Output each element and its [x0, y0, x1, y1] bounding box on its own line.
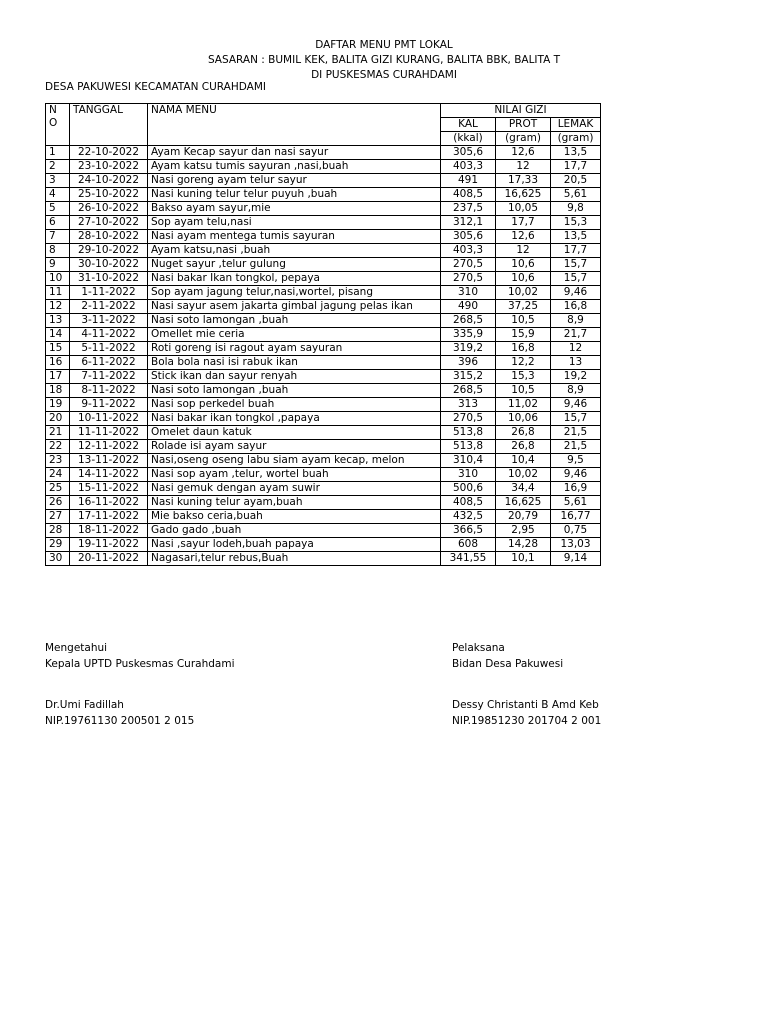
cell-lemak: 0,75	[551, 524, 601, 538]
cell-menu: Roti goreng isi ragout ayam sayuran	[148, 342, 441, 356]
cell-no: 21	[46, 426, 70, 440]
cell-tanggal: 30-10-2022	[70, 258, 148, 272]
cell-prot: 12,6	[496, 146, 551, 160]
signature-right-name-block	[452, 697, 601, 729]
cell-menu: Ayam katsu tumis sayuran ,nasi,buah	[148, 160, 441, 174]
menu-table	[45, 103, 601, 566]
cell-no: 24	[46, 468, 70, 482]
cell-no: 13	[46, 314, 70, 328]
cell-kal: 513,8	[441, 426, 496, 440]
cell-lemak: 15,7	[551, 272, 601, 286]
cell-kal: 341,55	[441, 552, 496, 566]
signature-left-name: Dr.Umi Fadillah	[45, 699, 124, 711]
cell-menu: Nasi,oseng oseng labu siam ayam kecap, melon	[148, 454, 441, 468]
cell-tanggal: 26-10-2022	[70, 202, 148, 216]
cell-lemak: 9,46	[551, 398, 601, 412]
table-row	[46, 412, 601, 426]
cell-lemak: 16,9	[551, 482, 601, 496]
table-row	[46, 370, 601, 384]
cell-lemak: 8,9	[551, 384, 601, 398]
cell-prot: 17,33	[496, 174, 551, 188]
header-tanggal: TANGGAL	[70, 104, 148, 146]
document-title: DAFTAR MENU PMT LOKAL	[315, 39, 453, 51]
cell-prot: 16,625	[496, 496, 551, 510]
cell-lemak: 19,2	[551, 370, 601, 384]
cell-tanggal: 17-11-2022	[70, 510, 148, 524]
cell-kal: 268,5	[441, 314, 496, 328]
cell-prot: 10,6	[496, 258, 551, 272]
table-row	[46, 314, 601, 328]
cell-kal: 319,2	[441, 342, 496, 356]
cell-tanggal: 16-11-2022	[70, 496, 148, 510]
cell-lemak: 17,7	[551, 160, 601, 174]
table-row	[46, 174, 601, 188]
cell-lemak: 13,5	[551, 146, 601, 160]
cell-no: 20	[46, 412, 70, 426]
cell-no: 22	[46, 440, 70, 454]
cell-prot: 16,8	[496, 342, 551, 356]
cell-prot: 14,28	[496, 538, 551, 552]
cell-menu: Omelet daun katuk	[148, 426, 441, 440]
table-header-row	[46, 104, 601, 118]
cell-tanggal: 24-10-2022	[70, 174, 148, 188]
cell-kal: 305,6	[441, 230, 496, 244]
cell-prot: 10,6	[496, 272, 551, 286]
table-row	[46, 454, 601, 468]
cell-lemak: 9,46	[551, 286, 601, 300]
cell-kal: 408,5	[441, 496, 496, 510]
cell-menu: Mie bakso ceria,buah	[148, 510, 441, 524]
cell-menu: Gado gado ,buah	[148, 524, 441, 538]
table-row	[46, 496, 601, 510]
cell-kal: 403,3	[441, 160, 496, 174]
cell-prot: 12	[496, 244, 551, 258]
cell-kal: 305,6	[441, 146, 496, 160]
cell-tanggal: 14-11-2022	[70, 468, 148, 482]
cell-no: 23	[46, 454, 70, 468]
cell-tanggal: 19-11-2022	[70, 538, 148, 552]
cell-kal: 313	[441, 398, 496, 412]
cell-lemak: 13	[551, 356, 601, 370]
cell-no: 12	[46, 300, 70, 314]
table-row	[46, 300, 601, 314]
cell-no: 18	[46, 384, 70, 398]
cell-menu: Nasi sop perkedel buah	[148, 398, 441, 412]
cell-lemak: 17,7	[551, 244, 601, 258]
cell-lemak: 13,03	[551, 538, 601, 552]
header-kal-unit: (kkal)	[441, 132, 496, 146]
table-row	[46, 440, 601, 454]
cell-kal: 408,5	[441, 188, 496, 202]
cell-kal: 513,8	[441, 440, 496, 454]
header-lemak-unit: (gram)	[551, 132, 601, 146]
cell-no: 26	[46, 496, 70, 510]
header-no-line1: N	[49, 104, 57, 116]
header-prot: PROT	[496, 118, 551, 132]
cell-tanggal: 11-11-2022	[70, 426, 148, 440]
cell-lemak: 15,7	[551, 412, 601, 426]
cell-lemak: 21,5	[551, 426, 601, 440]
cell-menu: Nasi kuning telur telur puyuh ,buah	[148, 188, 441, 202]
cell-lemak: 21,5	[551, 440, 601, 454]
table-row	[46, 468, 601, 482]
table-row	[46, 482, 601, 496]
cell-menu: Sop ayam jagung telur,nasi,wortel, pisang	[148, 286, 441, 300]
header-no-line2: O	[49, 117, 58, 129]
cell-kal: 491	[441, 174, 496, 188]
cell-tanggal: 7-11-2022	[70, 370, 148, 384]
header-no	[46, 104, 70, 146]
cell-lemak: 9,46	[551, 468, 601, 482]
cell-tanggal: 25-10-2022	[70, 188, 148, 202]
document-header	[0, 38, 768, 83]
cell-tanggal: 22-10-2022	[70, 146, 148, 160]
cell-prot: 26,8	[496, 426, 551, 440]
cell-no: 4	[46, 188, 70, 202]
cell-prot: 10,4	[496, 454, 551, 468]
cell-no: 28	[46, 524, 70, 538]
cell-kal: 312,1	[441, 216, 496, 230]
cell-menu: Nasi soto lamongan ,buah	[148, 314, 441, 328]
document-lokasi: DI PUSKESMAS CURAHDAMI	[311, 69, 457, 81]
table-row	[46, 258, 601, 272]
cell-prot: 26,8	[496, 440, 551, 454]
cell-kal: 315,2	[441, 370, 496, 384]
table-row	[46, 230, 601, 244]
cell-lemak: 9,5	[551, 454, 601, 468]
cell-prot: 10,1	[496, 552, 551, 566]
cell-prot: 11,02	[496, 398, 551, 412]
cell-menu: Omellet mie ceria	[148, 328, 441, 342]
cell-lemak: 15,7	[551, 258, 601, 272]
cell-no: 19	[46, 398, 70, 412]
cell-tanggal: 29-10-2022	[70, 244, 148, 258]
signature-left-name-block	[45, 697, 194, 729]
table-row	[46, 384, 601, 398]
cell-kal: 335,9	[441, 328, 496, 342]
cell-no: 30	[46, 552, 70, 566]
table-row	[46, 286, 601, 300]
table-row	[46, 552, 601, 566]
cell-menu: Rolade isi ayam sayur	[148, 440, 441, 454]
cell-lemak: 5,61	[551, 496, 601, 510]
cell-lemak: 15,3	[551, 216, 601, 230]
cell-no: 5	[46, 202, 70, 216]
cell-menu: Nasi kuning telur ayam,buah	[148, 496, 441, 510]
cell-lemak: 20,5	[551, 174, 601, 188]
cell-kal: 403,3	[441, 244, 496, 258]
cell-prot: 10,5	[496, 384, 551, 398]
cell-lemak: 12	[551, 342, 601, 356]
table-row	[46, 146, 601, 160]
cell-menu: Nasi ayam mentega tumis sayuran	[148, 230, 441, 244]
table-row	[46, 216, 601, 230]
table-row	[46, 202, 601, 216]
cell-menu: Nagasari,telur rebus,Buah	[148, 552, 441, 566]
cell-no: 25	[46, 482, 70, 496]
cell-prot: 20,79	[496, 510, 551, 524]
cell-tanggal: 31-10-2022	[70, 272, 148, 286]
table-row	[46, 426, 601, 440]
cell-lemak: 21,7	[551, 328, 601, 342]
cell-prot: 10,06	[496, 412, 551, 426]
cell-menu: Ayam katsu,nasi ,buah	[148, 244, 441, 258]
cell-tanggal: 1-11-2022	[70, 286, 148, 300]
table-row	[46, 244, 601, 258]
cell-tanggal: 2-11-2022	[70, 300, 148, 314]
table-row	[46, 328, 601, 342]
cell-menu: Nasi ,sayur lodeh,buah papaya	[148, 538, 441, 552]
signature-left	[45, 640, 234, 672]
cell-prot: 15,3	[496, 370, 551, 384]
cell-tanggal: 8-11-2022	[70, 384, 148, 398]
cell-prot: 10,5	[496, 314, 551, 328]
signature-right	[452, 640, 563, 672]
cell-menu: Nasi gemuk dengan ayam suwir	[148, 482, 441, 496]
cell-tanggal: 10-11-2022	[70, 412, 148, 426]
cell-lemak: 13,5	[551, 230, 601, 244]
cell-menu: Stick ikan dan sayur renyah	[148, 370, 441, 384]
cell-tanggal: 12-11-2022	[70, 440, 148, 454]
cell-no: 17	[46, 370, 70, 384]
cell-kal: 310,4	[441, 454, 496, 468]
cell-menu: Nasi bakar ikan tongkol ,papaya	[148, 412, 441, 426]
cell-prot: 34,4	[496, 482, 551, 496]
table-row	[46, 398, 601, 412]
cell-prot: 16,625	[496, 188, 551, 202]
signature-right-name: Dessy Christanti B Amd Keb	[452, 699, 599, 711]
cell-kal: 270,5	[441, 258, 496, 272]
table-row	[46, 342, 601, 356]
cell-kal: 310	[441, 286, 496, 300]
signature-left-line2: Kepala UPTD Puskesmas Curahdami	[45, 658, 235, 670]
signature-left-nip: NIP.19761130 200501 2 015	[45, 715, 195, 727]
cell-no: 29	[46, 538, 70, 552]
cell-no: 11	[46, 286, 70, 300]
cell-no: 2	[46, 160, 70, 174]
cell-tanggal: 4-11-2022	[70, 328, 148, 342]
cell-kal: 490	[441, 300, 496, 314]
cell-tanggal: 9-11-2022	[70, 398, 148, 412]
cell-no: 16	[46, 356, 70, 370]
cell-kal: 608	[441, 538, 496, 552]
cell-prot: 10,02	[496, 468, 551, 482]
cell-kal: 310	[441, 468, 496, 482]
cell-tanggal: 28-10-2022	[70, 230, 148, 244]
table-row	[46, 510, 601, 524]
header-nama-menu: NAMA MENU	[148, 104, 441, 146]
cell-menu: Ayam Kecap sayur dan nasi sayur	[148, 146, 441, 160]
cell-menu: Sop ayam telu,nasi	[148, 216, 441, 230]
table-row	[46, 160, 601, 174]
cell-menu: Nuget sayur ,telur gulung	[148, 258, 441, 272]
header-prot-unit: (gram)	[496, 132, 551, 146]
cell-menu: Nasi sop ayam ,telur, wortel buah	[148, 468, 441, 482]
cell-prot: 12,2	[496, 356, 551, 370]
cell-lemak: 8,9	[551, 314, 601, 328]
signature-right-line2: Bidan Desa Pakuwesi	[452, 658, 564, 670]
cell-no: 6	[46, 216, 70, 230]
table-row	[46, 524, 601, 538]
cell-tanggal: 6-11-2022	[70, 356, 148, 370]
cell-tanggal: 27-10-2022	[70, 216, 148, 230]
cell-kal: 237,5	[441, 202, 496, 216]
cell-lemak: 16,8	[551, 300, 601, 314]
cell-kal: 270,5	[441, 412, 496, 426]
cell-kal: 396	[441, 356, 496, 370]
cell-menu: Bakso ayam sayur,mie	[148, 202, 441, 216]
signature-right-nip: NIP.19851230 201704 2 001	[452, 715, 602, 727]
table-row	[46, 538, 601, 552]
cell-prot: 10,05	[496, 202, 551, 216]
table-row	[46, 272, 601, 286]
cell-no: 14	[46, 328, 70, 342]
cell-menu: Bola bola nasi isi rabuk ikan	[148, 356, 441, 370]
signature-left-line1: Mengetahui	[45, 642, 108, 654]
cell-tanggal: 20-11-2022	[70, 552, 148, 566]
table-row	[46, 188, 601, 202]
header-nilai-gizi: NILAI GIZI	[441, 104, 601, 118]
cell-lemak: 9,8	[551, 202, 601, 216]
signature-right-line1: Pelaksana	[452, 642, 505, 654]
cell-tanggal: 5-11-2022	[70, 342, 148, 356]
cell-kal: 432,5	[441, 510, 496, 524]
cell-no: 15	[46, 342, 70, 356]
cell-tanggal: 15-11-2022	[70, 482, 148, 496]
cell-no: 1	[46, 146, 70, 160]
cell-no: 27	[46, 510, 70, 524]
cell-prot: 12	[496, 160, 551, 174]
header-lemak: LEMAK	[551, 118, 601, 132]
table-row	[46, 356, 601, 370]
cell-prot: 2,95	[496, 524, 551, 538]
document-sasaran: SASARAN : BUMIL KEK, BALITA GIZI KURANG, BALITA BBK, BALITA T	[207, 54, 561, 66]
cell-kal: 268,5	[441, 384, 496, 398]
cell-menu: Nasi bakar Ikan tongkol, pepaya	[148, 272, 441, 286]
cell-lemak: 5,61	[551, 188, 601, 202]
cell-no: 9	[46, 258, 70, 272]
cell-prot: 10,02	[496, 286, 551, 300]
cell-prot: 37,25	[496, 300, 551, 314]
cell-prot: 15,9	[496, 328, 551, 342]
cell-no: 7	[46, 230, 70, 244]
cell-kal: 366,5	[441, 524, 496, 538]
cell-lemak: 16,77	[551, 510, 601, 524]
cell-no: 8	[46, 244, 70, 258]
cell-no: 10	[46, 272, 70, 286]
cell-prot: 12,6	[496, 230, 551, 244]
cell-menu: Nasi sayur asem jakarta gimbal jagung pelas ikan	[148, 300, 441, 314]
cell-tanggal: 13-11-2022	[70, 454, 148, 468]
cell-lemak: 9,14	[551, 552, 601, 566]
header-kal: KAL	[441, 118, 496, 132]
cell-tanggal: 18-11-2022	[70, 524, 148, 538]
cell-menu: Nasi goreng ayam telur sayur	[148, 174, 441, 188]
cell-menu: Nasi soto lamongan ,buah	[148, 384, 441, 398]
cell-kal: 270,5	[441, 272, 496, 286]
cell-tanggal: 3-11-2022	[70, 314, 148, 328]
cell-no: 3	[46, 174, 70, 188]
desa-label: DESA PAKUWESI KECAMATAN CURAHDAMI	[45, 81, 266, 93]
cell-kal: 500,6	[441, 482, 496, 496]
cell-prot: 17,7	[496, 216, 551, 230]
cell-tanggal: 23-10-2022	[70, 160, 148, 174]
